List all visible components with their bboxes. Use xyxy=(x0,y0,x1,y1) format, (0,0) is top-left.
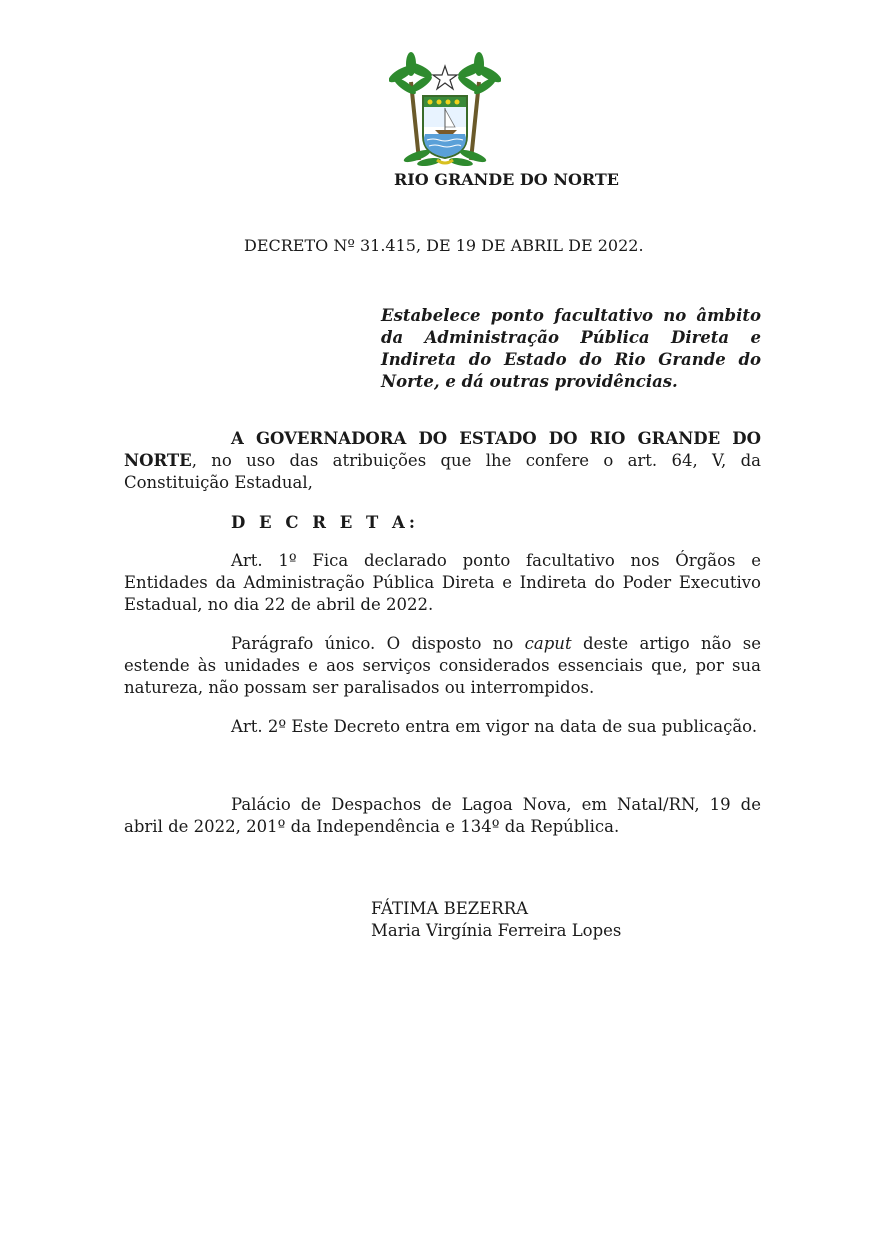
paragrafo-end: deste artigo não se estende às unidades e aos serviços considerados essenciais que, por sua natureza, não possam ser paralisados ou interrompidos. xyxy=(124,634,761,697)
article-2: Art. 2º Este Decreto entra em vigor na data de sua publicação. xyxy=(231,717,758,736)
signature-block xyxy=(371,898,621,942)
state-name-text: RIO GRANDE DO NORTE xyxy=(394,170,619,189)
coat-of-arms-icon xyxy=(389,52,501,170)
signature-secretary: Maria Virgínia Ferreira Lopes xyxy=(371,921,622,940)
preamble-paragraph xyxy=(124,428,761,494)
article-1: Art. 1º Fica declarado ponto facultativo nos Órgãos e Entidades da Administração Pública Direta e Indireta do Poder Executivo Estadual, no dia 22 de abril de 2022. xyxy=(124,551,761,614)
paragrafo-unico xyxy=(124,633,761,699)
decreta-text: D E C R E T A: xyxy=(231,513,419,532)
state-name-heading xyxy=(65,170,883,189)
closing-paragraph: Palácio de Despachos de Lagoa Nova, em Natal/RN, 19 de abril de 2022, 201º da Independência e 134º da República. xyxy=(124,795,761,836)
preamble-rest: , no uso das atribuições que lhe confere o art. 64, V, da Constituição Estadual, xyxy=(124,451,761,492)
paragrafo-start: Parágrafo único. O disposto no xyxy=(231,634,525,653)
signature-governor: FÁTIMA BEZERRA xyxy=(371,899,529,918)
paragrafo-caput: caput xyxy=(524,634,572,653)
decree-ementa: Estabelece ponto facultativo no âmbito da Administração Pública Direta e Indireta do Estado do Rio Grande do Norte, e dá outras providências. xyxy=(381,306,761,391)
decreta-heading xyxy=(124,512,761,534)
decree-title: DECRETO Nº 31.415, DE 19 DE ABRIL DE 2022. xyxy=(244,236,644,255)
preamble-bold: A GOVERNADORA DO ESTADO DO RIO GRANDE DO NORTE xyxy=(124,429,761,470)
